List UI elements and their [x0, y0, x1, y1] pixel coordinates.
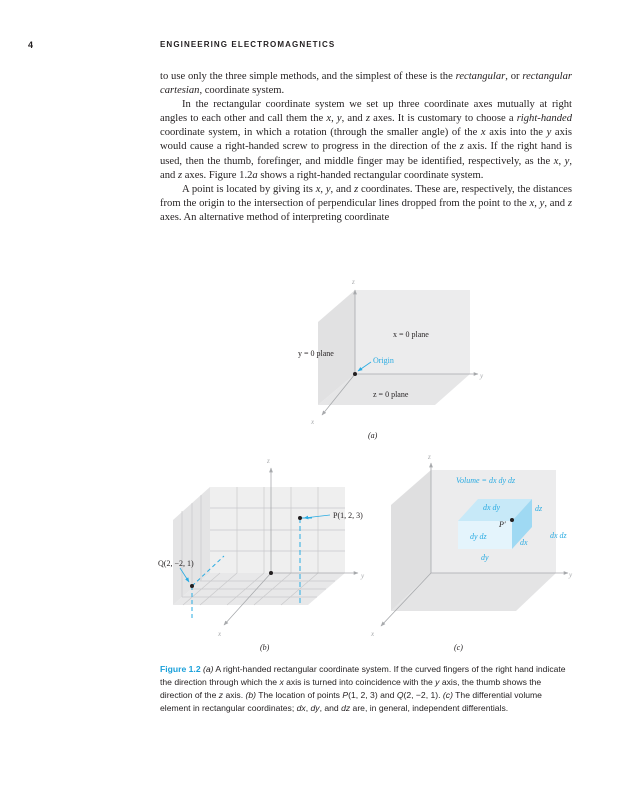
volume-label: Volume = dx dy dz	[456, 476, 516, 485]
caption-text: (a) A right-handed rectangular coordinate system. If the curved fingers of the right hand indicate the direction through which the x axis is turned into coincidence with the y axis, the thumb shows the direction of the z axis. (b) The location of points P(1, 2, 3) and Q(2, −2, 1). (c) The differential volume element in rectangular coordinates; dx, dy, and dz are, in general, independent differentials.	[160, 664, 566, 713]
axis-label-y-b: y	[361, 572, 365, 580]
panel-b	[158, 457, 365, 652]
panel-a	[298, 278, 484, 440]
dy-label: dy	[481, 553, 489, 562]
paragraph-3: A point is located by giving its x, y, and z coordinates. These are, respectively, the distances from the origin to the intersection of perpendicular lines dropped from the point to the x, y, and z axes. An alternative method of interpreting coordinate	[160, 183, 573, 223]
panel-b-label: (b)	[260, 643, 270, 652]
axis-label-z-c: z	[428, 453, 431, 461]
dxdy-label: dx dy	[483, 503, 501, 512]
panel-c-label: (c)	[454, 643, 463, 652]
panel-a-label: (a)	[368, 431, 378, 440]
paragraph-2: In the rectangular coordinate system we set up three coordinate axes mutually at right angles to each other and call them the x, y, and z axes. It is customary to choose a right-handed coordinate system, in which a rotation (through the smaller angle) of the x axis into the y axis would cause a right-handed screw to progress in the direction of the z axis. If the right hand is used, then the thumb, forefinger, and middle finger may be identified, respectively, as the x, y, and z axes. Figure 1.2a shows a right-handed rectangular coordinate system.	[160, 99, 573, 181]
dxdz-label: dx dz	[550, 531, 567, 540]
dz-label: dz	[535, 504, 543, 513]
page-number: 4	[28, 40, 34, 50]
point-p-label: P(1, 2, 3)	[333, 511, 363, 520]
y-zero-plane-label: y = 0 plane	[298, 349, 334, 358]
running-head: ENGINEERING ELECTROMAGNETICS	[160, 40, 336, 49]
point-p-marker	[298, 516, 302, 520]
axis-label-x-b: x	[218, 630, 222, 638]
origin-point-b	[269, 571, 273, 575]
axis-label-y-a: y	[480, 372, 484, 380]
dydz-label: dy dz	[470, 532, 487, 541]
origin-label: Origin	[373, 356, 394, 365]
x-zero-plane-label: x = 0 plane	[393, 330, 429, 339]
paragraph-1: to use only the three simple methods, and the simplest of these is the rectangular, or rectangular cartesian, coordinate system.	[160, 71, 572, 97]
figure-label: Figure 1.2	[160, 664, 201, 674]
axis-label-y-c: y	[569, 571, 573, 579]
point-p-prime-label: P′	[499, 520, 506, 529]
point-p-prime-marker	[510, 518, 514, 522]
point-q-marker	[190, 584, 194, 588]
point-q-label: Q(2, −2, 1)	[158, 559, 194, 568]
axis-label-z-a: z	[352, 278, 355, 286]
origin-point	[353, 372, 357, 376]
axis-label-x-a: x	[311, 418, 315, 426]
axis-label-x-c: x	[371, 630, 375, 638]
z-zero-plane-label: z = 0 plane	[373, 390, 409, 399]
axis-label-z-b: z	[267, 457, 270, 465]
panel-c	[370, 453, 573, 652]
dx-label: dx	[520, 538, 528, 547]
figure-caption	[160, 663, 574, 715]
